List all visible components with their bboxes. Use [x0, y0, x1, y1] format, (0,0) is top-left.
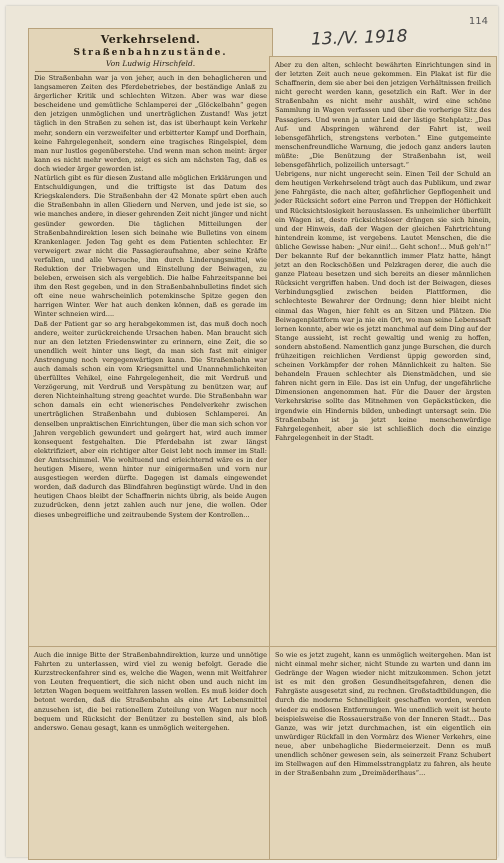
- newspaper-clipping-right: [269, 56, 497, 664]
- newspaper-clipping-bottom-left: [28, 646, 273, 860]
- article-bottom-right-column: So wie es jetzt zugeht, kann es unmöglich weitergehen. Man ist nicht einmal mehr sicher, nicht Stunde zu warten und dann im Gedränge der Wagen wieder nicht mitzukommen. Schon jetzt ist es mit den großen Gesundheitsgefahren, denen die Fahrgäste ausgesetzt sind, zu rechnen. Großstadtbildungen, die durch die moderne Schnelligkeit geschaffen worden, werden wieder zu endlosen Entfernungen. Wie unendlich weit ist heute beispielsweise die Rossauerstraße von der Inneren Stadt... Das Ganze, was wir jetzt durchmachen, ist ein eigentlich ein unwürdiger Rückfall in den Vormärz des Wiener Verkehrs, eine neue, aber unbehagliche Biedermeierzeit. Denn es muß unendlich schöner gewesen sein, als seinerzeit Franz Schubert im Stellwagen auf den Himmelsstrangplatz zu fahren, als heute in der Straßenbahn zum „Dreimäderlhaus“...: [275, 651, 491, 778]
- newspaper-clipping-main: [28, 28, 273, 685]
- header-divider: [35, 71, 266, 72]
- article-left-column: Die Straßenbahn war ja von jeher, auch in den behaglicheren und langsameren Zeiten des Pferdebetriebes, der beständige Anlaß zu ärgerlicher Kritik und schlechten Witzen. Aber was war diese bescheidene und gemütliche Schlamperei der „Glöckelbahn“ gegen den jetzigen unmöglichen und unerträglichen Zustand! Was jetzt täglich in den Straßen zu sehen ist, das ist überhaupt kein Verkehr mehr, sondern ein verzweifelter und erbitterter Kampf und Dorfhain, keine Fahrgelegenheit, sondern eine tragisches Ringelspiel, dem man nur lustlos gegenüberstehe. Und wenn man schon meint: ärger kann es nicht mehr werden, zeigt es sich am nächsten Tag, daß es doch wieder ärger geworden ist. Natürlich gibt es für diesen Zustand alle möglichen Erklärungen und Entschuldigungen, und die triftigste ist das Datum des Kriegskalenders. Die Straßenbahn der 42 Monate spürt eben auch die Straßenbahn in allen Gliedern und Nerven, und jede ist sie, so wie manches andere, in dieser gehrenden Zeit nicht jünger und nicht gesünder geworden. Die täglichen Mitteilungen der Straßenbahndirektion lesen sich beinahe wie Bulletins von einem Krankenlager. Jeden Tag geht es dem Patienten schlechter. Er verweigert zwar nicht die Passagieraufnahme, aber seine Kräfte verfallen, und alle Versuche, ihm durch Linderungsmittel, wie Reduktion der Triebwagen und Einstellung der Beiwagen, zu beleben, erweisen sich als vergeblich. Die halbe Fahrzeitspanne bei ihm den Rest gegeben, und in den Straßenbahnbulletins findet sich oft eine neue wahrscheinlich potemkinsche Spitze gegen den harrigen Winter. Wer hat auch denken können, daß es gerade im Winter schneien wird.... Daß der Patient gar so arg herabgekommen ist, das muß doch noch andere, weiter zurückreichende Ursachen haben. Man braucht sich nur an den letzten Friedenswinter zu erinnern, eine Zeit, die so unendlich weit hinter uns liegt, da man sich fast mit einiger Anstrengung noch vergegenwärtigen kann. Die Straßenbahn war auch damals schon ein vom Kriegsmittel und Unannehmlichkeiten überfülltes Vehikel, eine Fahrgelegenheit, die mit Verdruß und Verzögerung, mit Verdruß und Verspätung zu benützen war, auf deren Nichteinhaltung streng geachtet wurde. Die Straßenbahn war schon damals ein echt wienerisches Pendelverkehr zwischen unerträglichen Straßenbahn und dubiosen Schlamperei. An denselben unpraktischen Einrichtungen, über die man sich schon vor Jahren vergeblich gewundert und geärgert hat, wird auch immer konsequent festgehalten. Die Pferdebahn ist zwar längst elektrifiziert, aber ein richtiger alter Geist lebt noch immer im Stall: der Amtsschimmel. Wie wohltuend und erleichternd wäre es in der heutigen Misere, wenn hinter nur einigermaßen und vorn nur ausgestiegen werden dürfte. Dagegen ist damals eingewendet worden, daß dadurch das Blindfahren begünstigt würde. Und in den heutigen Chaos bleibt der Schaffnerin nichts übrig, als beide Augen zuzudrücken, denn jetzt zahlen auch nur jene, die wollen. Oder dieses unbegreifliche und zeitraubende System der Kontrollen...: [34, 74, 267, 519]
- scrapbook-page: [6, 6, 498, 857]
- article-byline: Von Ludwig Hirschfeld.: [105, 59, 196, 68]
- article-headline: Verkehrselend.: [100, 33, 201, 46]
- page-number: 114: [468, 16, 488, 27]
- article-right-column: Aber zu den alten, schlecht bewährten Einrichtungen sind in der letzten Zeit auch neue gekommen. Ein Plakat ist für die Schaffnerin, dem sie aber bei den jetzigen Verhältnissen freilich nicht gerecht werden kann, gesetzlich ein Raft. Wer in der Straßenbahn es nicht mehr aushält, wird eine schöne Sammlung in Wagen verfassen und über die vorherige Sitz des Passagiers. Und wenn ja unter Leid der lästige Stehplatz: „Das Auf- und Abspringen während der Fahrt ist, weil lebensgefährlich, strengstens verboten.“ Eine gutgemeinte menschenfreundliche Warnung, die jedoch ganz anders lauten müßte: „Die Benützung der Straßenbahn ist, weil lebensgefährlich, polizeilich untersagt.“ Uebrigens, nur nicht ungerecht sein. Einen Teil der Schuld an dem heutigen Verkehrselend trägt auch das Publikum, und zwar jene Fahrgäste, die nach alter, gefährlicher Gepflogenheit und jeder Rücksicht sofort eine Perron und Treppen der Höflichkeit und Rücksichtslosigkeit herauslassen. Es unheimlicher überfüllt ein Wagen ist, desto rücksichtsloser drängen sie sich hinein, und der Hinweis, daß der Wagen der gleichen Fahrtrichtung hintendrein komme, ist vergebens. Lautet Menschen, die die übliche Gewisse haben: „Nur eini!... Geht schon!... Muß geh'n!“ Der bekannte Ruf der bekanntlich immer Platz hatte, hängt jetzt an den Rockschößen und Pelzkragen derer, die auch die ganze Plateau besetzen und sich bereits an dieser männlichen Rücksicht vergriffen haben. Und doch ist der Beiwagen, dieses Verbindungsglied zwischen beiden Plattformen, die schlechteste Bewahrer der Ordnung; denn hier bleibt nicht einmal das Wagen, hier fehlt es an Sitzen und Plätzen. Die Beiwagenplattform war ja nie ein Ort, wo man seine Lebenssaft lernen konnte, aber wie es jetzt manchmal auf dem Ding auf der Stange aussieht, ist recht gewaltig und wenig zu hoffen, sondern abstoßend. Namentlich ganz junge Burschen, die durch frühzeitigen reichlichen Verdienst üppig geworden sind, scheinen Vorkämpfer der rohen Männlichkeit zu halten. Sie behandeln Frauen schlechter als Dienstmädchen, und sie fahren nicht gern in Eile. Das ist ein Unfug, der ungefährliche Dimensionen angenommen hat. Für die Dauer der ärgsten Verkehrskrise sollte das Mitnehmen von Gepäckstücken, die irgendwie ein Hindernis bilden, unbedingt untersagt sein. Die Straßenbahn ist ja jetzt keine menschenwürdige Fahrgelegenheit, aber sie ist schließlich doch die einzige Fahrgelegenheit in der Stadt.: [275, 61, 492, 442]
- article-bottom-left-column: Auch die innige Bitte der Straßenbahndirektion, kurze und unnötige Fahrten zu unterlassen, wird viel zu wenig befolgt. Gerade die Kurzstreckenfahrer sind es, welche die Wagen, wenn mit Weitfahrer von Leuten frequentiert, die sich nicht oben und auch nicht im letzten Wagen bequem weitfahren lassen wollen. Es muß leider doch betont werden, daß die Straßenbahn als eine Art Lebensmittel anzusehen ist, die bei rationellem Zuteilung von Wagen nur noch bequem und Rücksicht der Benützer zu bestellen sind, als bloß anderswo. Genau gesagt, kann es unmöglich weitergehen.: [34, 651, 267, 732]
- article-subheadline: Straßenbahnzustände.: [73, 48, 228, 58]
- newspaper-clipping-bottom-right: [269, 646, 497, 860]
- handwritten-date: 13./V. 1918: [310, 26, 408, 50]
